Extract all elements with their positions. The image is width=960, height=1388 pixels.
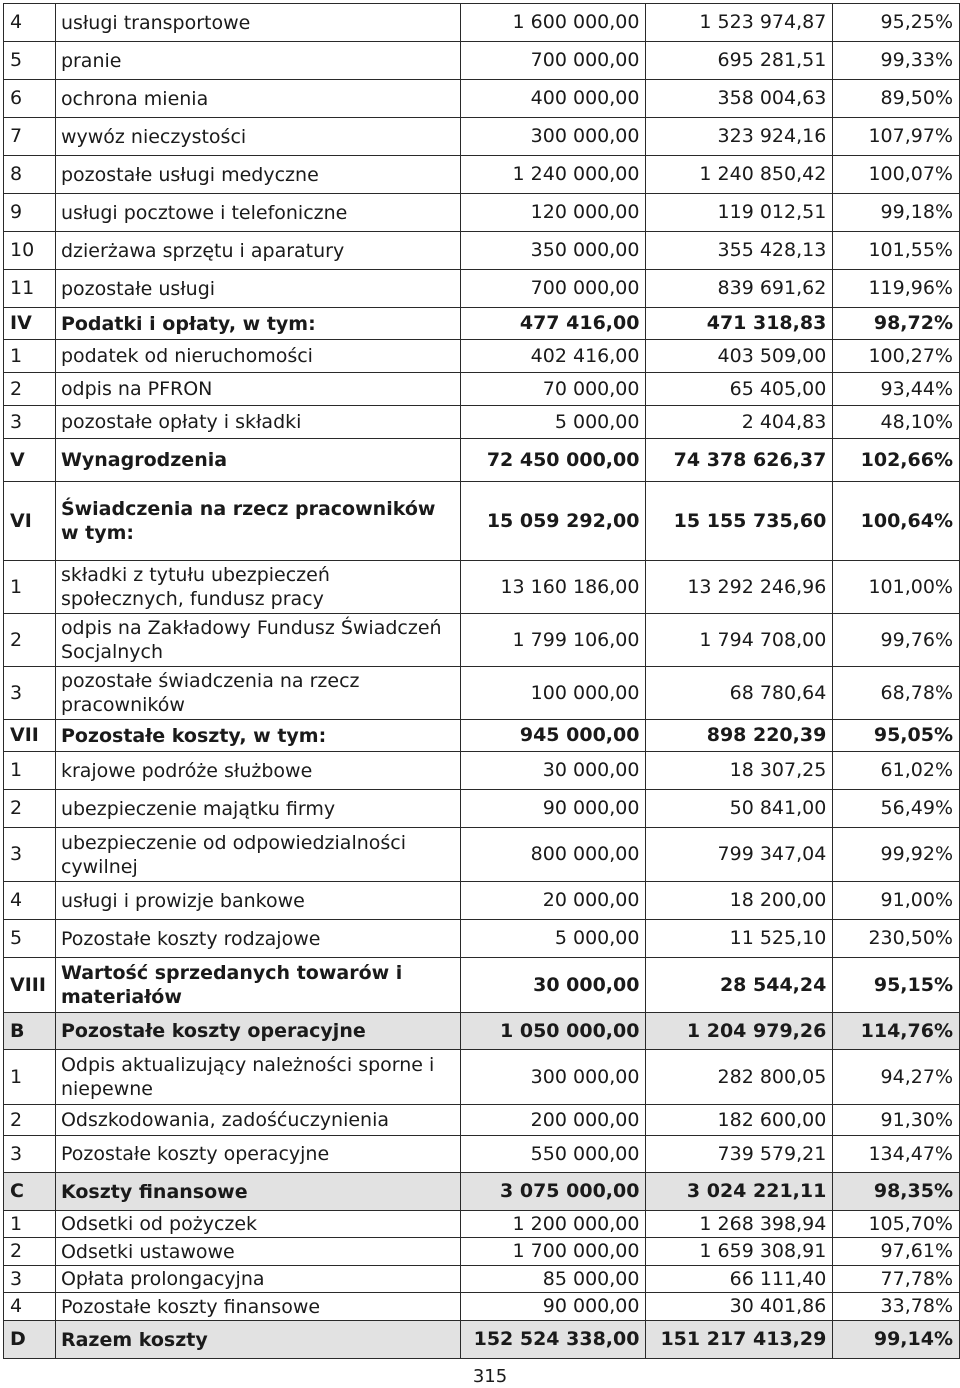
page-number: 315 xyxy=(472,1366,508,1387)
cost-table xyxy=(3,3,960,1359)
row-name-cell: Pozostałe koszty rodzajowe xyxy=(55,920,460,958)
table-row xyxy=(4,373,960,406)
row-number-cell: 10 xyxy=(4,232,56,270)
plan-value-cell: 550 000,00 xyxy=(460,1136,646,1173)
percent-cell: 99,92% xyxy=(833,828,960,882)
row-number-cell: 9 xyxy=(4,194,56,232)
percent-cell: 107,97% xyxy=(833,118,960,156)
row-number-cell: 5 xyxy=(4,920,56,958)
plan-value-cell: 30 000,00 xyxy=(460,958,646,1013)
execution-value-cell: 68 780,64 xyxy=(646,667,833,720)
execution-value-cell: 1 268 398,94 xyxy=(646,1211,833,1238)
table-row xyxy=(4,614,960,667)
plan-value-cell: 350 000,00 xyxy=(460,232,646,270)
percent-cell: 91,30% xyxy=(833,1105,960,1136)
percent-cell: 114,76% xyxy=(833,1013,960,1050)
table-row xyxy=(4,1321,960,1359)
percent-cell: 94,27% xyxy=(833,1050,960,1105)
percent-cell: 102,66% xyxy=(833,439,960,482)
percent-cell: 134,47% xyxy=(833,1136,960,1173)
execution-value-cell: 471 318,83 xyxy=(646,308,833,340)
row-name-cell: Koszty finansowe xyxy=(55,1173,460,1211)
percent-cell: 77,78% xyxy=(833,1266,960,1293)
row-number-cell: 4 xyxy=(4,4,56,42)
row-number-cell: 2 xyxy=(4,1105,56,1136)
execution-value-cell: 74 378 626,37 xyxy=(646,439,833,482)
execution-value-cell: 2 404,83 xyxy=(646,406,833,439)
table-row xyxy=(4,828,960,882)
execution-value-cell: 65 405,00 xyxy=(646,373,833,406)
row-name-cell: pozostałe usługi xyxy=(55,270,460,308)
row-name-cell: Razem koszty xyxy=(55,1321,460,1359)
plan-value-cell: 477 416,00 xyxy=(460,308,646,340)
percent-cell: 98,35% xyxy=(833,1173,960,1211)
row-number-cell: 1 xyxy=(4,752,56,790)
row-name-cell: pozostałe usługi medyczne xyxy=(55,156,460,194)
row-name-cell: ubezpieczenie od odpowiedzialności cywilnej xyxy=(55,828,460,882)
plan-value-cell: 300 000,00 xyxy=(460,1050,646,1105)
table-row xyxy=(4,232,960,270)
plan-value-cell: 13 160 186,00 xyxy=(460,561,646,614)
plan-value-cell: 15 059 292,00 xyxy=(460,482,646,561)
execution-value-cell: 1 204 979,26 xyxy=(646,1013,833,1050)
row-number-cell: 1 xyxy=(4,340,56,373)
row-number-cell: VII xyxy=(4,720,56,752)
execution-value-cell: 1 523 974,87 xyxy=(646,4,833,42)
row-number-cell: 4 xyxy=(4,1293,56,1321)
percent-cell: 99,76% xyxy=(833,614,960,667)
execution-value-cell: 358 004,63 xyxy=(646,80,833,118)
execution-value-cell: 355 428,13 xyxy=(646,232,833,270)
percent-cell: 100,64% xyxy=(833,482,960,561)
table-row xyxy=(4,42,960,80)
table-row xyxy=(4,667,960,720)
row-number-cell: 6 xyxy=(4,80,56,118)
table-row xyxy=(4,1266,960,1293)
execution-value-cell: 1 794 708,00 xyxy=(646,614,833,667)
execution-value-cell: 15 155 735,60 xyxy=(646,482,833,561)
table-row xyxy=(4,1211,960,1238)
plan-value-cell: 1 700 000,00 xyxy=(460,1238,646,1266)
percent-cell: 95,25% xyxy=(833,4,960,42)
plan-value-cell: 1 240 000,00 xyxy=(460,156,646,194)
table-row xyxy=(4,118,960,156)
row-name-cell: usługi i prowizje bankowe xyxy=(55,882,460,920)
plan-value-cell: 3 075 000,00 xyxy=(460,1173,646,1211)
row-number-cell: 1 xyxy=(4,561,56,614)
table-row xyxy=(4,752,960,790)
row-number-cell: 4 xyxy=(4,882,56,920)
table-row xyxy=(4,561,960,614)
table-row xyxy=(4,80,960,118)
percent-cell: 230,50% xyxy=(833,920,960,958)
execution-value-cell: 151 217 413,29 xyxy=(646,1321,833,1359)
plan-value-cell: 152 524 338,00 xyxy=(460,1321,646,1359)
percent-cell: 100,27% xyxy=(833,340,960,373)
table-row xyxy=(4,1105,960,1136)
plan-value-cell: 85 000,00 xyxy=(460,1266,646,1293)
row-name-cell: Pozostałe koszty operacyjne xyxy=(55,1013,460,1050)
row-number-cell: V xyxy=(4,439,56,482)
table-row xyxy=(4,958,960,1013)
execution-value-cell: 799 347,04 xyxy=(646,828,833,882)
row-name-cell: podatek od nieruchomości xyxy=(55,340,460,373)
execution-value-cell: 1 240 850,42 xyxy=(646,156,833,194)
row-number-cell: 11 xyxy=(4,270,56,308)
table-row xyxy=(4,1173,960,1211)
percent-cell: 68,78% xyxy=(833,667,960,720)
row-number-cell: 3 xyxy=(4,667,56,720)
row-name-cell: krajowe podróże służbowe xyxy=(55,752,460,790)
row-number-cell: 3 xyxy=(4,1136,56,1173)
plan-value-cell: 300 000,00 xyxy=(460,118,646,156)
execution-value-cell: 119 012,51 xyxy=(646,194,833,232)
table-row xyxy=(4,308,960,340)
table-row xyxy=(4,270,960,308)
table-row xyxy=(4,1238,960,1266)
table-row xyxy=(4,156,960,194)
table-row xyxy=(4,482,960,561)
execution-value-cell: 28 544,24 xyxy=(646,958,833,1013)
plan-value-cell: 1 600 000,00 xyxy=(460,4,646,42)
plan-value-cell: 200 000,00 xyxy=(460,1105,646,1136)
row-name-cell: Opłata prolongacyjna xyxy=(55,1266,460,1293)
row-number-cell: 7 xyxy=(4,118,56,156)
table-row xyxy=(4,882,960,920)
table-row xyxy=(4,4,960,42)
plan-value-cell: 1 050 000,00 xyxy=(460,1013,646,1050)
plan-value-cell: 945 000,00 xyxy=(460,720,646,752)
row-number-cell: 2 xyxy=(4,373,56,406)
percent-cell: 95,05% xyxy=(833,720,960,752)
row-number-cell: 5 xyxy=(4,42,56,80)
execution-value-cell: 403 509,00 xyxy=(646,340,833,373)
percent-cell: 98,72% xyxy=(833,308,960,340)
execution-value-cell: 30 401,86 xyxy=(646,1293,833,1321)
plan-value-cell: 402 416,00 xyxy=(460,340,646,373)
percent-cell: 91,00% xyxy=(833,882,960,920)
execution-value-cell: 3 024 221,11 xyxy=(646,1173,833,1211)
plan-value-cell: 700 000,00 xyxy=(460,270,646,308)
execution-value-cell: 323 924,16 xyxy=(646,118,833,156)
plan-value-cell: 120 000,00 xyxy=(460,194,646,232)
row-name-cell: Odszkodowania, zadośćuczynienia xyxy=(55,1105,460,1136)
percent-cell: 93,44% xyxy=(833,373,960,406)
plan-value-cell: 90 000,00 xyxy=(460,790,646,828)
row-name-cell: ochrona mienia xyxy=(55,80,460,118)
percent-cell: 99,18% xyxy=(833,194,960,232)
row-name-cell: usługi pocztowe i telefoniczne xyxy=(55,194,460,232)
row-number-cell: VI xyxy=(4,482,56,561)
row-name-cell: pranie xyxy=(55,42,460,80)
row-name-cell: Wartość sprzedanych towarów i materiałów xyxy=(55,958,460,1013)
row-name-cell: Świadczenia na rzecz pracowników w tym: xyxy=(55,482,460,561)
plan-value-cell: 30 000,00 xyxy=(460,752,646,790)
percent-cell: 99,14% xyxy=(833,1321,960,1359)
percent-cell: 97,61% xyxy=(833,1238,960,1266)
plan-value-cell: 400 000,00 xyxy=(460,80,646,118)
percent-cell: 95,15% xyxy=(833,958,960,1013)
table-row xyxy=(4,920,960,958)
plan-value-cell: 70 000,00 xyxy=(460,373,646,406)
plan-value-cell: 20 000,00 xyxy=(460,882,646,920)
table-row xyxy=(4,1293,960,1321)
table-row xyxy=(4,1050,960,1105)
percent-cell: 99,33% xyxy=(833,42,960,80)
row-name-cell: odpis na Zakładowy Fundusz Świadczeń Socjalnych xyxy=(55,614,460,667)
table-row xyxy=(4,340,960,373)
plan-value-cell: 72 450 000,00 xyxy=(460,439,646,482)
percent-cell: 100,07% xyxy=(833,156,960,194)
row-name-cell: pozostałe świadczenia na rzecz pracowników xyxy=(55,667,460,720)
execution-value-cell: 50 841,00 xyxy=(646,790,833,828)
row-number-cell: 3 xyxy=(4,1266,56,1293)
plan-value-cell: 5 000,00 xyxy=(460,406,646,439)
row-name-cell: składki z tytułu ubezpieczeń społecznych, fundusz pracy xyxy=(55,561,460,614)
plan-value-cell: 1 799 106,00 xyxy=(460,614,646,667)
row-number-cell: 1 xyxy=(4,1211,56,1238)
row-number-cell: D xyxy=(4,1321,56,1359)
row-name-cell: odpis na PFRON xyxy=(55,373,460,406)
plan-value-cell: 5 000,00 xyxy=(460,920,646,958)
row-number-cell: C xyxy=(4,1173,56,1211)
plan-value-cell: 1 200 000,00 xyxy=(460,1211,646,1238)
row-name-cell: usługi transportowe xyxy=(55,4,460,42)
percent-cell: 33,78% xyxy=(833,1293,960,1321)
percent-cell: 119,96% xyxy=(833,270,960,308)
row-number-cell: 8 xyxy=(4,156,56,194)
execution-value-cell: 18 200,00 xyxy=(646,882,833,920)
row-name-cell: Wynagrodzenia xyxy=(55,439,460,482)
execution-value-cell: 695 281,51 xyxy=(646,42,833,80)
row-number-cell: 1 xyxy=(4,1050,56,1105)
row-number-cell: IV xyxy=(4,308,56,340)
row-number-cell: 3 xyxy=(4,828,56,882)
execution-value-cell: 182 600,00 xyxy=(646,1105,833,1136)
percent-cell: 101,00% xyxy=(833,561,960,614)
row-number-cell: 3 xyxy=(4,406,56,439)
plan-value-cell: 100 000,00 xyxy=(460,667,646,720)
execution-value-cell: 13 292 246,96 xyxy=(646,561,833,614)
percent-cell: 89,50% xyxy=(833,80,960,118)
row-name-cell: Odsetki od pożyczek xyxy=(55,1211,460,1238)
percent-cell: 56,49% xyxy=(833,790,960,828)
execution-value-cell: 839 691,62 xyxy=(646,270,833,308)
row-name-cell: Odsetki ustawowe xyxy=(55,1238,460,1266)
row-name-cell: Pozostałe koszty operacyjne xyxy=(55,1136,460,1173)
execution-value-cell: 898 220,39 xyxy=(646,720,833,752)
percent-cell: 61,02% xyxy=(833,752,960,790)
execution-value-cell: 11 525,10 xyxy=(646,920,833,958)
row-name-cell: Podatki i opłaty, w tym: xyxy=(55,308,460,340)
row-number-cell: 2 xyxy=(4,614,56,667)
table-row xyxy=(4,194,960,232)
row-number-cell: 2 xyxy=(4,1238,56,1266)
plan-value-cell: 90 000,00 xyxy=(460,1293,646,1321)
row-name-cell: dzierżawa sprzętu i aparatury xyxy=(55,232,460,270)
table-row xyxy=(4,790,960,828)
row-number-cell: VIII xyxy=(4,958,56,1013)
row-name-cell: Pozostałe koszty, w tym: xyxy=(55,720,460,752)
table-row xyxy=(4,720,960,752)
row-number-cell: B xyxy=(4,1013,56,1050)
table-row xyxy=(4,439,960,482)
row-name-cell: ubezpieczenie majątku firmy xyxy=(55,790,460,828)
row-name-cell: wywóz nieczystości xyxy=(55,118,460,156)
table-row xyxy=(4,1013,960,1050)
row-name-cell: Odpis aktualizujący należności sporne i niepewne xyxy=(55,1050,460,1105)
execution-value-cell: 739 579,21 xyxy=(646,1136,833,1173)
execution-value-cell: 66 111,40 xyxy=(646,1266,833,1293)
row-number-cell: 2 xyxy=(4,790,56,828)
execution-value-cell: 1 659 308,91 xyxy=(646,1238,833,1266)
execution-value-cell: 282 800,05 xyxy=(646,1050,833,1105)
plan-value-cell: 700 000,00 xyxy=(460,42,646,80)
row-name-cell: Pozostałe koszty finansowe xyxy=(55,1293,460,1321)
execution-value-cell: 18 307,25 xyxy=(646,752,833,790)
row-name-cell: pozostałe opłaty i składki xyxy=(55,406,460,439)
table-row xyxy=(4,1136,960,1173)
table-row xyxy=(4,406,960,439)
plan-value-cell: 800 000,00 xyxy=(460,828,646,882)
cost-table-body xyxy=(4,4,960,1359)
percent-cell: 101,55% xyxy=(833,232,960,270)
percent-cell: 48,10% xyxy=(833,406,960,439)
percent-cell: 105,70% xyxy=(833,1211,960,1238)
